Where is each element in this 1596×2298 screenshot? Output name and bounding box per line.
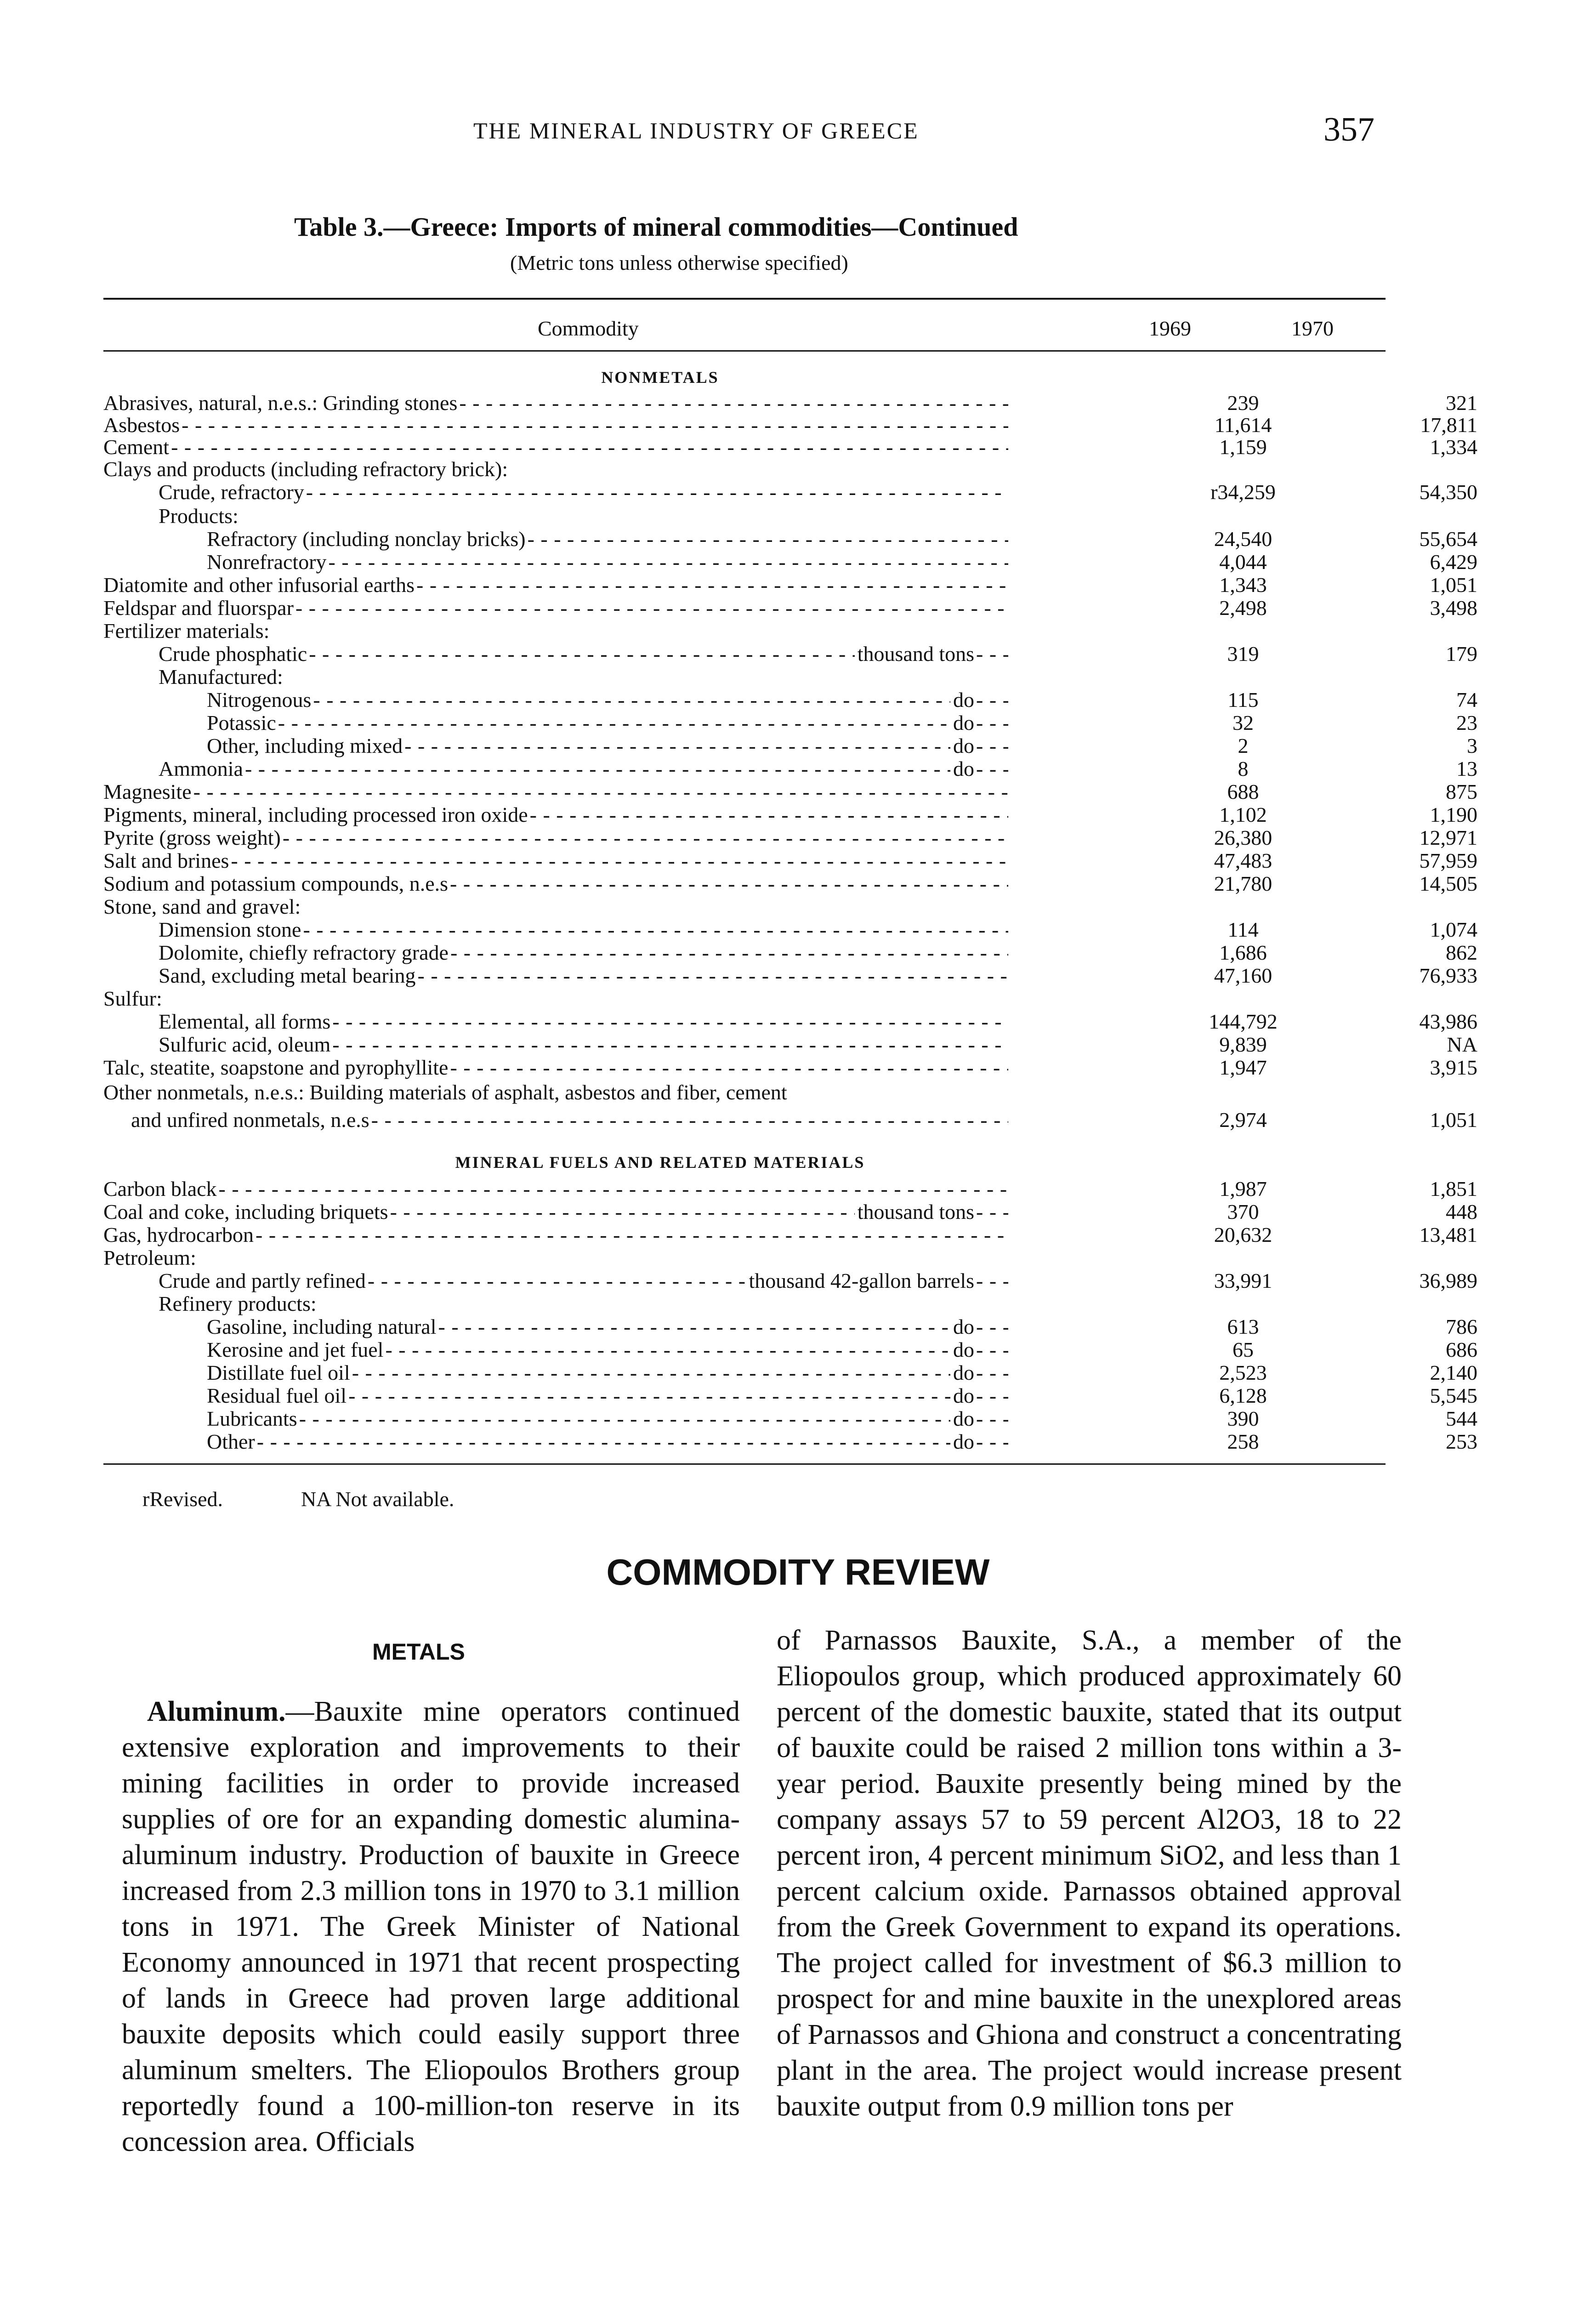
value-1969: 1,947 bbox=[1219, 1056, 1267, 1079]
aluminum-paragraph-right bbox=[777, 1622, 1402, 2124]
commodity-name: Crude and partly refined bbox=[159, 1269, 366, 1292]
table-row bbox=[103, 779, 1477, 804]
leader-dots bbox=[352, 1360, 950, 1385]
table-row bbox=[103, 1055, 1477, 1080]
table-row bbox=[103, 1200, 1477, 1224]
value-1969: 688 bbox=[1227, 780, 1259, 803]
table-row bbox=[103, 1032, 1477, 1057]
table-row bbox=[103, 757, 1477, 781]
value-1970: 3,915 bbox=[1430, 1056, 1477, 1079]
value-1969: 390 bbox=[1227, 1407, 1259, 1430]
leader-dots bbox=[348, 1383, 950, 1408]
leader-dots bbox=[299, 1406, 950, 1431]
row-label bbox=[159, 917, 1011, 942]
value-1969: 2,974 bbox=[1219, 1108, 1267, 1132]
leader-dots bbox=[976, 688, 1008, 712]
row-label bbox=[159, 642, 1011, 666]
value-1969: 21,780 bbox=[1214, 872, 1272, 895]
commodity-name: Pyrite (gross weight) bbox=[103, 826, 281, 849]
value-1970: 5,545 bbox=[1430, 1384, 1477, 1407]
value-1970: 2,140 bbox=[1430, 1361, 1477, 1384]
table-title: Table 3.—Greece: Imports of mineral commodities—Continued bbox=[294, 212, 1018, 242]
commodity-name: Elemental, all forms bbox=[159, 1010, 331, 1033]
table-row bbox=[103, 848, 1477, 873]
leader-dots bbox=[313, 688, 950, 712]
unit-label: do bbox=[953, 1430, 974, 1453]
commodity-name: Crude phosphatic bbox=[159, 642, 307, 666]
row-label bbox=[103, 619, 1011, 643]
row-label bbox=[103, 457, 1011, 482]
leader-dots bbox=[450, 940, 1008, 965]
row-label bbox=[207, 1360, 1011, 1385]
section-nonmetals: NONMETALS bbox=[601, 368, 719, 387]
row-label bbox=[103, 986, 1011, 1011]
row-label bbox=[103, 1223, 1011, 1247]
leader-dots bbox=[528, 527, 1008, 552]
commodity-name: Kerosine and jet fuel bbox=[207, 1338, 384, 1361]
row-label bbox=[103, 1055, 1011, 1080]
value-1970: 448 bbox=[1446, 1200, 1477, 1223]
commodity-name: Dimension stone bbox=[159, 918, 301, 941]
leader-dots bbox=[976, 642, 1008, 666]
leader-dots bbox=[332, 1032, 1008, 1057]
table-row bbox=[103, 435, 1477, 460]
value-1970: 13,481 bbox=[1419, 1223, 1477, 1246]
leader-dots bbox=[976, 1383, 1008, 1408]
value-1969: 1,159 bbox=[1219, 435, 1267, 459]
row-label bbox=[159, 963, 1011, 988]
value-1969: 33,991 bbox=[1214, 1269, 1272, 1292]
commodity-name: Gas, hydrocarbon bbox=[103, 1223, 254, 1246]
commodity-name: Other bbox=[207, 1430, 255, 1453]
commodity-name: Cement bbox=[103, 435, 170, 459]
value-1969: 9,839 bbox=[1219, 1033, 1267, 1056]
value-1970: 1,851 bbox=[1430, 1177, 1477, 1200]
row-label bbox=[159, 757, 1011, 781]
leader-dots bbox=[976, 734, 1008, 758]
leader-dots bbox=[438, 1314, 951, 1339]
table-row bbox=[103, 391, 1477, 415]
table-row bbox=[103, 619, 1386, 643]
leader-dots bbox=[295, 596, 1008, 620]
table-row bbox=[103, 1383, 1477, 1408]
value-1969: 65 bbox=[1232, 1338, 1254, 1361]
commodity-name: Sulfur: bbox=[103, 987, 162, 1010]
value-1970: 14,505 bbox=[1419, 872, 1477, 895]
row-label bbox=[103, 825, 1011, 850]
leader-dots bbox=[976, 757, 1008, 781]
value-1969: 1,102 bbox=[1219, 803, 1267, 826]
commodity-name: Asbestos bbox=[103, 413, 180, 437]
leader-dots bbox=[450, 871, 1008, 896]
value-1969: 32 bbox=[1232, 711, 1254, 734]
unit-label: do bbox=[953, 711, 974, 734]
leader-dots bbox=[283, 825, 1008, 850]
column-header-1970: 1970 bbox=[1291, 317, 1334, 340]
commodity-name: Diatomite and other infusorial earths bbox=[103, 573, 415, 597]
table-row bbox=[103, 963, 1477, 988]
unit-label: do bbox=[953, 1384, 974, 1407]
value-1969: 1,686 bbox=[1219, 941, 1267, 964]
row-label bbox=[159, 1032, 1011, 1057]
value-1969: 47,160 bbox=[1214, 964, 1272, 987]
value-1969: 613 bbox=[1227, 1315, 1259, 1338]
table-row bbox=[103, 871, 1477, 896]
leader-dots bbox=[332, 1009, 1008, 1034]
row-label bbox=[207, 734, 1011, 758]
aluminum-lead: Aluminum. bbox=[147, 1696, 286, 1727]
unit-label: thousand 42-gallon barrels bbox=[749, 1269, 974, 1292]
commodity-name: Fertilizer materials: bbox=[103, 619, 270, 643]
row-label bbox=[103, 1246, 1011, 1270]
unit-label: do bbox=[953, 688, 974, 711]
value-1969: 2,498 bbox=[1219, 596, 1267, 620]
row-label bbox=[103, 894, 1011, 919]
value-1970: 875 bbox=[1446, 780, 1477, 803]
leader-dots bbox=[976, 1429, 1008, 1454]
leader-dots bbox=[245, 757, 950, 781]
review-heading: COMMODITY REVIEW bbox=[606, 1552, 990, 1593]
commodity-name: Sand, excluding metal bearing bbox=[159, 964, 416, 987]
commodity-name: Refinery products: bbox=[159, 1292, 317, 1315]
value-1970: 1,051 bbox=[1430, 1108, 1477, 1132]
leader-dots bbox=[371, 1108, 1008, 1132]
leader-dots bbox=[418, 963, 1008, 988]
value-1970: 6,429 bbox=[1430, 550, 1477, 574]
table-row bbox=[103, 894, 1386, 919]
commodity-name: Nitrogenous bbox=[207, 688, 312, 711]
value-1970: 1,051 bbox=[1430, 573, 1477, 597]
value-1970: 74 bbox=[1456, 688, 1477, 711]
value-1970: 862 bbox=[1446, 941, 1477, 964]
table-row bbox=[103, 1337, 1477, 1362]
footnote-revised: rRevised. bbox=[142, 1487, 223, 1511]
value-1970: 179 bbox=[1446, 642, 1477, 666]
commodity-name: Manufactured: bbox=[159, 665, 283, 688]
value-1969: 2,523 bbox=[1219, 1361, 1267, 1384]
leader-dots bbox=[182, 413, 1008, 438]
value-1970: 686 bbox=[1446, 1338, 1477, 1361]
row-label bbox=[207, 1406, 1011, 1431]
leader-dots bbox=[171, 435, 1008, 460]
commodity-name: Products: bbox=[159, 504, 239, 528]
commodity-name: Pigments, mineral, including processed iron oxide bbox=[103, 803, 528, 826]
commodity-name: Distillate fuel oil bbox=[207, 1361, 350, 1384]
unit-label: do bbox=[953, 734, 974, 757]
table-row bbox=[103, 642, 1477, 666]
table-row bbox=[103, 596, 1477, 620]
value-1969: r34,259 bbox=[1210, 480, 1276, 504]
value-1970: 1,334 bbox=[1430, 435, 1477, 459]
commodity-name: and unfired nonmetals, n.e.s bbox=[131, 1108, 369, 1132]
row-label bbox=[103, 802, 1011, 827]
table-row bbox=[103, 802, 1477, 827]
leader-dots bbox=[193, 779, 1008, 804]
unit-label: do bbox=[953, 1338, 974, 1361]
leader-dots bbox=[976, 1268, 1008, 1293]
leader-dots bbox=[976, 1200, 1008, 1224]
table-row bbox=[103, 1360, 1477, 1385]
table-row bbox=[103, 457, 1386, 482]
leader-dots bbox=[385, 1337, 950, 1362]
row-label bbox=[103, 391, 1011, 415]
commodity-name: Magnesite bbox=[103, 780, 192, 803]
row-label bbox=[159, 940, 1011, 965]
leader-dots bbox=[416, 573, 1008, 597]
metals-subheading: METALS bbox=[372, 1639, 465, 1665]
value-1969: 258 bbox=[1227, 1430, 1259, 1453]
leader-dots bbox=[368, 1268, 746, 1293]
table-row bbox=[103, 504, 1386, 529]
value-1969: 26,380 bbox=[1214, 826, 1272, 849]
leader-dots bbox=[450, 1055, 1008, 1080]
table-row bbox=[103, 527, 1477, 552]
unit-label: do bbox=[953, 1315, 974, 1338]
value-1969: 239 bbox=[1227, 391, 1259, 415]
table-row bbox=[103, 940, 1477, 965]
row-label bbox=[207, 1337, 1011, 1362]
value-1970: 3,498 bbox=[1430, 596, 1477, 620]
commodity-name: Clays and products (including refractory brick): bbox=[103, 457, 508, 481]
commodity-name: Other nonmetals, n.e.s.: Building materials of asphalt, asbestos and fiber, cement bbox=[103, 1081, 787, 1104]
page-number: 357 bbox=[1323, 111, 1374, 148]
row-label bbox=[103, 848, 1011, 873]
table-row bbox=[103, 1009, 1477, 1034]
table-row bbox=[103, 1429, 1477, 1454]
leader-dots bbox=[309, 642, 855, 666]
row-label bbox=[159, 1268, 1011, 1293]
row-label bbox=[159, 665, 1011, 689]
aluminum-paragraph-left bbox=[122, 1694, 740, 2160]
value-1970: 1,074 bbox=[1430, 918, 1477, 941]
row-label bbox=[207, 550, 1011, 574]
value-1970: 17,811 bbox=[1420, 413, 1477, 437]
table-row bbox=[103, 688, 1477, 712]
table-row bbox=[103, 1314, 1477, 1339]
row-label bbox=[103, 779, 1011, 804]
value-1969: 370 bbox=[1227, 1200, 1259, 1223]
leader-dots bbox=[976, 1337, 1008, 1362]
table-row bbox=[103, 917, 1477, 942]
value-1969: 47,483 bbox=[1214, 849, 1272, 872]
leader-dots bbox=[530, 802, 1008, 827]
row-label bbox=[103, 1177, 1011, 1201]
value-1969: 144,792 bbox=[1209, 1010, 1278, 1033]
value-1970: 1,190 bbox=[1430, 803, 1477, 826]
section-mineral-fuels: MINERAL FUELS AND RELATED MATERIALS bbox=[455, 1153, 865, 1172]
commodity-name: Residual fuel oil bbox=[207, 1384, 347, 1407]
table-row bbox=[103, 734, 1477, 758]
table-row bbox=[103, 1268, 1477, 1293]
table-row bbox=[103, 1291, 1386, 1316]
leader-dots bbox=[256, 1223, 1008, 1247]
leader-dots bbox=[976, 1360, 1008, 1385]
leader-dots bbox=[976, 1314, 1008, 1339]
row-label bbox=[207, 527, 1011, 552]
leader-dots bbox=[306, 480, 1008, 505]
unit-label: thousand tons bbox=[857, 642, 974, 666]
value-1970: 12,971 bbox=[1419, 826, 1477, 849]
commodity-name: Sodium and potassium compounds, n.e.s bbox=[103, 872, 449, 895]
value-1970: 36,989 bbox=[1419, 1269, 1477, 1292]
leader-dots bbox=[459, 391, 1008, 415]
value-1970: 321 bbox=[1446, 391, 1477, 415]
table-row bbox=[103, 1406, 1477, 1431]
commodity-name: Feldspar and fluorspar bbox=[103, 596, 294, 620]
value-1969: 114 bbox=[1227, 918, 1259, 941]
commodity-name: Sulfuric acid, oleum bbox=[159, 1033, 331, 1056]
value-1970: 253 bbox=[1446, 1430, 1477, 1453]
value-1970: 76,933 bbox=[1419, 964, 1477, 987]
row-label bbox=[207, 1429, 1011, 1454]
value-1970: 43,986 bbox=[1419, 1010, 1477, 1033]
table-row bbox=[103, 1223, 1477, 1247]
value-1970: 54,350 bbox=[1419, 480, 1477, 504]
left-column-text: —Bauxite mine operators continued extensive exploration and improvements to their mining facilities in order to provide increased supplies of ore for an expanding domestic alumina-aluminum industry. Production of bauxite in Greece increased from 2.3 million tons in 1970 to 3.1 million tons in 1971. The Greek Minister of National Economy announced in 1971 that recent prospecting of lands in Greece had proven large additional bauxite deposits which could easily support three aluminum smelters. The Eliopoulos Brothers group reportedly found a 100-million-ton reserve in its concession area. Officials bbox=[122, 1696, 740, 2157]
value-1970: 544 bbox=[1446, 1407, 1477, 1430]
unit-label: do bbox=[953, 1407, 974, 1430]
table-top-rule bbox=[103, 298, 1386, 300]
table-row bbox=[103, 825, 1477, 850]
leader-dots bbox=[257, 1429, 950, 1454]
table-row bbox=[103, 1080, 1386, 1105]
value-1969: 115 bbox=[1227, 688, 1259, 711]
row-label bbox=[131, 1108, 1011, 1132]
commodity-name: Potassic bbox=[207, 711, 276, 734]
row-label bbox=[207, 1383, 1011, 1408]
table-subtitle: (Metric tons unless otherwise specified) bbox=[510, 251, 848, 274]
commodity-name: Refractory (including nonclay bricks) bbox=[207, 527, 526, 551]
row-label bbox=[103, 413, 1011, 438]
value-1969: 6,128 bbox=[1219, 1384, 1267, 1407]
value-1970: 13 bbox=[1456, 757, 1477, 780]
table-bottom-rule bbox=[103, 1463, 1386, 1465]
commodity-name: Carbon black bbox=[103, 1177, 217, 1200]
value-1969: 20,632 bbox=[1214, 1223, 1272, 1246]
commodity-name: Ammonia bbox=[159, 757, 243, 780]
leader-dots bbox=[278, 711, 950, 735]
row-label bbox=[103, 1200, 1011, 1224]
right-column-text: of Parnassos Bauxite, S.A., a member of the Eliopoulos group, which produced approximately 60 percent of the domestic bauxite, stated that its output of bauxite could be raised 2 million tons within a 3-year period. Bauxite presently being mined by the company assays 57 to 59 percent Al2O3, 18 to 22 percent iron, 4 percent minimum SiO2, and less than 1 percent calcium oxide. Parnassos obtained approval from the Greek Government to expand its operations. The project called for investment of $6.3 million to prospect for and mine bauxite in the unexplored areas of Parnassos and Ghiona and construct a concentrating plant in the area. The project would increase present bauxite output from 0.9 million tons per bbox=[777, 1625, 1402, 2122]
commodity-name: Talc, steatite, soapstone and pyrophyllite bbox=[103, 1056, 449, 1079]
commodity-name: Nonrefractory bbox=[207, 550, 327, 574]
table-row bbox=[103, 573, 1477, 597]
table-row bbox=[103, 413, 1477, 438]
running-title: THE MINERAL INDUSTRY OF GREECE bbox=[473, 118, 919, 143]
table-row bbox=[103, 665, 1386, 689]
unit-label: do bbox=[953, 1361, 974, 1384]
leader-dots bbox=[976, 1406, 1008, 1431]
value-1969: 4,044 bbox=[1219, 550, 1267, 574]
leader-dots bbox=[976, 711, 1008, 735]
leader-dots bbox=[303, 917, 1008, 942]
table-row bbox=[103, 1108, 1477, 1132]
value-1969: 1,987 bbox=[1219, 1177, 1267, 1200]
row-label bbox=[159, 480, 1011, 505]
value-1969: 8 bbox=[1238, 757, 1249, 780]
table-row bbox=[103, 986, 1386, 1011]
commodity-name: Stone, sand and gravel: bbox=[103, 895, 301, 918]
row-label bbox=[103, 596, 1011, 620]
value-1969: 2 bbox=[1238, 734, 1249, 757]
value-1970: NA bbox=[1447, 1033, 1477, 1056]
value-1969: 319 bbox=[1227, 642, 1259, 666]
row-label bbox=[207, 1314, 1011, 1339]
footnote-na: NA Not available. bbox=[301, 1487, 454, 1511]
row-label bbox=[103, 871, 1011, 896]
value-1969: 11,614 bbox=[1214, 413, 1272, 437]
row-label bbox=[103, 573, 1011, 597]
value-1970: 3 bbox=[1467, 734, 1477, 757]
column-header-1969: 1969 bbox=[1149, 317, 1191, 340]
value-1970: 786 bbox=[1446, 1315, 1477, 1338]
commodity-name: Dolomite, chiefly refractory grade bbox=[159, 941, 449, 964]
row-label bbox=[159, 1009, 1011, 1034]
table-row bbox=[103, 711, 1477, 735]
leader-dots bbox=[390, 1200, 855, 1224]
value-1970: 23 bbox=[1456, 711, 1477, 734]
row-label bbox=[159, 504, 1011, 529]
row-label bbox=[207, 688, 1011, 712]
unit-label: do bbox=[953, 757, 974, 780]
value-1969: 24,540 bbox=[1214, 527, 1272, 551]
table-row bbox=[103, 480, 1477, 505]
value-1969: 1,343 bbox=[1219, 573, 1267, 597]
value-1970: 55,654 bbox=[1419, 527, 1477, 551]
commodity-name: Other, including mixed bbox=[207, 734, 403, 757]
row-label bbox=[103, 1080, 1011, 1105]
leader-dots bbox=[329, 550, 1008, 574]
table-row bbox=[103, 550, 1477, 574]
leader-dots bbox=[231, 848, 1008, 873]
commodity-name: Salt and brines bbox=[103, 849, 229, 872]
commodity-name: Coal and coke, including briquets bbox=[103, 1200, 388, 1223]
table-row bbox=[103, 1246, 1386, 1270]
row-label bbox=[103, 435, 1011, 460]
column-header-commodity: Commodity bbox=[538, 317, 639, 340]
row-label bbox=[159, 1291, 1011, 1316]
commodity-name: Petroleum: bbox=[103, 1246, 196, 1269]
header-rule bbox=[103, 350, 1386, 352]
commodity-name: Abrasives, natural, n.e.s.: Grinding stones bbox=[103, 391, 458, 415]
commodity-name: Lubricants bbox=[207, 1407, 297, 1430]
leader-dots bbox=[404, 734, 950, 758]
row-label bbox=[207, 711, 1011, 735]
unit-label: thousand tons bbox=[857, 1200, 974, 1223]
table-row bbox=[103, 1177, 1477, 1201]
commodity-name: Gasoline, including natural bbox=[207, 1315, 437, 1338]
value-1970: 57,959 bbox=[1419, 849, 1477, 872]
commodity-name: Crude, refractory bbox=[159, 480, 304, 504]
leader-dots bbox=[219, 1177, 1008, 1201]
